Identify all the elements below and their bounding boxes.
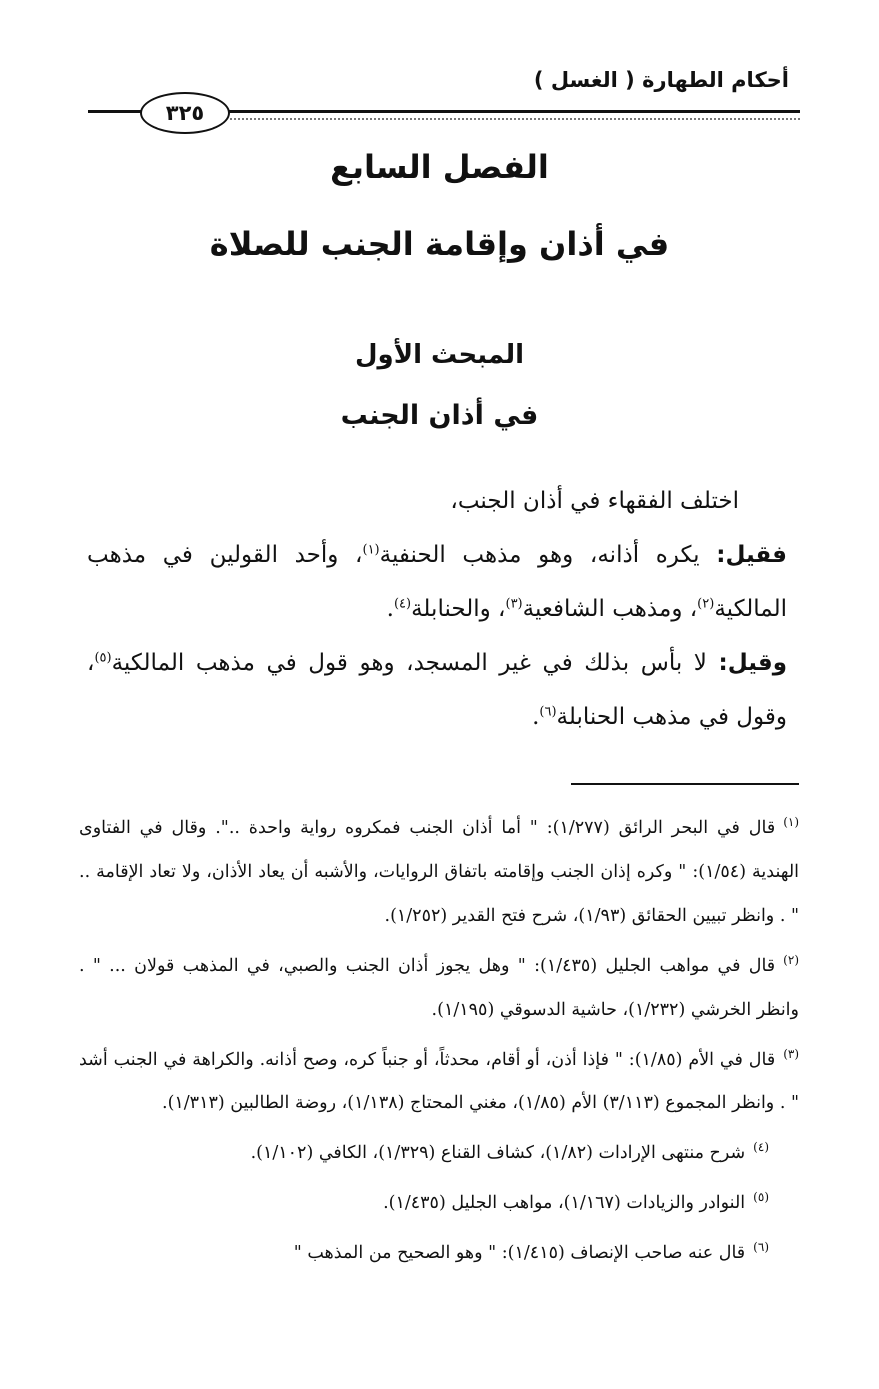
footnote-text: قال في البحر الرائق (١/٢٧٧): " أما أذان الجنب فمكروه رواية واحدة ..". وقال في الفتاوى الهندية (١/٥٤): " وكره إذان الجنب وإقامته باتفاق الروايات، والأشبه أن يعاد الأذان، ولا تعاد الإقامة .. " . وانظر تبيين الحقائق (١/٩٣)، شرح فتح القدير (١/٢٥٢). <box>79 817 800 926</box>
footnote <box>79 938 799 1032</box>
footnote-ref[interactable]: (١) <box>362 542 380 558</box>
footnote-number: (١) <box>783 815 800 829</box>
footnote-text: قال عنه صاحب الإنصاف (١/٤١٥): " وهو الصحيح من المذهب " <box>293 1242 746 1263</box>
text-segment: ، وأحد القولين في مذهب المالكية <box>87 542 787 622</box>
text-segment: يكره أذانه، وهو مذهب الحنفية <box>379 542 717 568</box>
intro-paragraph: اختلف الفقهاء في أذان الجنب، <box>450 488 739 514</box>
footnote-text: قال في مواهب الجليل (١/٤٣٥): " وهل يجوز أذان الجنب والصبي، في المذهب قولان ... " . وانظر الخرشي (١/٢٣٢)، حاشية الدسوقي (١/١٩٥). <box>79 955 799 1020</box>
paragraph-first-opinion <box>87 528 787 636</box>
section-subtitle: في أذان الجنب <box>340 400 539 431</box>
footnote-ref[interactable]: (٦) <box>539 704 557 720</box>
footnote-number: (٣) <box>783 1046 800 1061</box>
footnote <box>79 800 799 938</box>
footnote-text: قال في الأم (١/٨٥): " فإذا أذن، أو أقام، محدثاً، أو جنباً كره، وصح أذانه. والكراهة في الجنب أشد " . وانظر المجموع (٣/١١٣) الأم (١/٨٥)، مغني المحتاج (١/١٣٨)، روضة الطالبين (١/٣١٣). <box>79 1049 799 1114</box>
opinion-lead: فقيل: <box>716 542 787 568</box>
footnote-ref[interactable]: (٣) <box>505 596 523 612</box>
footnote-text: النوادر والزيادات (١/١٦٧)، مواهب الجليل (١/٤٣٥). <box>383 1193 746 1214</box>
chapter-title: الفصل السابع <box>330 148 549 186</box>
text-segment: . <box>532 704 540 730</box>
footnote-ref[interactable]: (٤) <box>393 596 412 612</box>
footnote-text: شرح منتهى الإرادات (١/٨٢)، كشاف القناع (١/٣٢٩)، الكافي (١/١٠٢). <box>250 1143 746 1164</box>
footnote <box>79 1032 799 1126</box>
opinion-lead: وقيل: <box>718 650 787 676</box>
footnote-number: (٤) <box>753 1140 769 1155</box>
footnote-ref[interactable]: (٢) <box>697 596 715 612</box>
footnote <box>79 1225 799 1275</box>
chapter-subtitle: في أذان وإقامة الجنب للصلاة <box>209 225 670 263</box>
text-segment: ، وقول في مذهب الحنابلة <box>87 650 787 730</box>
footnotes <box>79 800 799 1275</box>
running-header-title: أحكام الطهارة ( الغسل ) <box>533 68 789 92</box>
footnote-number: (٢) <box>783 952 799 967</box>
header-rule-dotted <box>230 118 800 120</box>
text-segment: . <box>386 596 394 622</box>
footnote-ref[interactable]: (٥) <box>94 650 112 666</box>
footnote <box>79 1125 799 1175</box>
text-segment: ، ومذهب الشافعية <box>522 596 698 622</box>
section-title: المبحث الأول <box>354 340 525 370</box>
text-segment: لا بأس بذلك في غير المسجد، وهو قول في مذهب المالكية <box>111 650 719 676</box>
paragraph-second-opinion <box>87 636 787 744</box>
footnote-number: (٥) <box>753 1190 769 1205</box>
footnote-number: (٦) <box>753 1240 769 1255</box>
page-number: ٣٢٥ <box>140 92 230 134</box>
footnote <box>79 1175 799 1225</box>
footnote-separator <box>571 783 799 785</box>
text-segment: ، والحنابلة <box>411 596 506 622</box>
